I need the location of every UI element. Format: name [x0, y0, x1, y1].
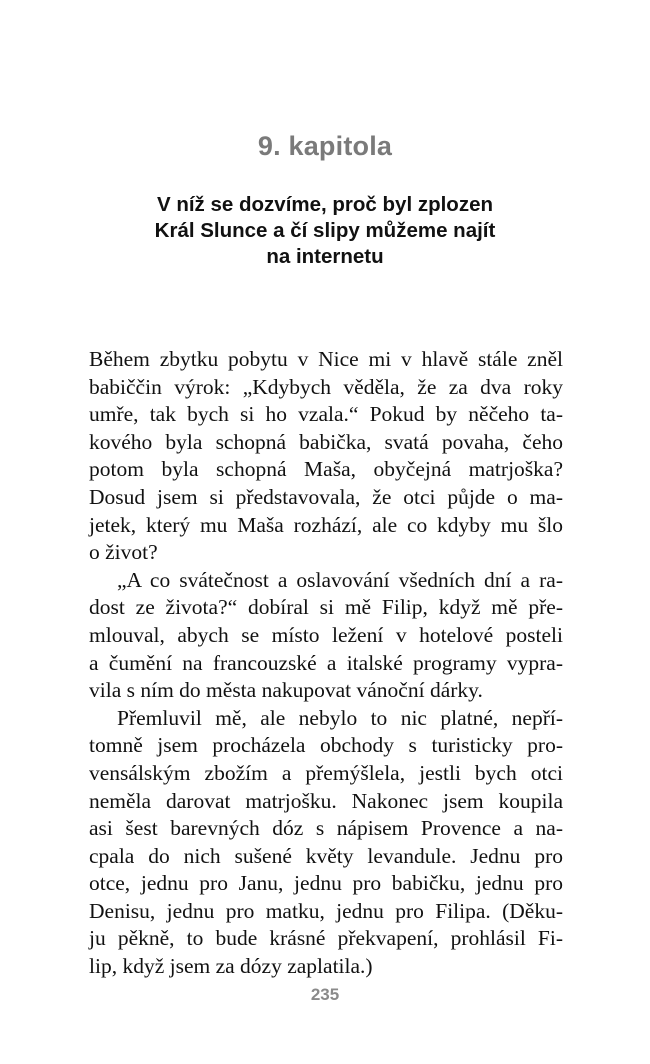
text-line: o život?	[89, 540, 158, 565]
text-line: neměla darovat matrjošku. Nakonec jsem koupila	[89, 788, 563, 813]
text-line: Přemluvil mě, ale nebylo to nic platné, nepří-	[117, 705, 563, 730]
text-line: cpala do nich sušené květy levandule. Jednu pro	[89, 843, 563, 868]
text-line: babiččin výrok: „Kdybych věděla, že za dva roky	[89, 374, 563, 399]
text-line: lip, když jsem za dózy zaplatila.)	[89, 954, 373, 979]
text-line: mlouval, abych se místo ležení v hotelové posteli	[89, 622, 563, 647]
chapter-subtitle-line: V níž se dozvíme, proč byl zplozen	[156, 193, 494, 216]
text-line: Dosud jsem si představovala, že otci půjde o ma-	[89, 484, 563, 509]
text-line: Během zbytku pobytu v Nice mi v hlavě stále zněl	[89, 347, 563, 371]
text-line: kového byla schopná babička, svatá povaha, čeho	[89, 429, 563, 454]
text-line: dost ze života?“ dobíral si mě Filip, když mě pře-	[89, 595, 563, 620]
text-line: a čumění na francouzské a italské programy vypra-	[89, 650, 563, 675]
text-line: umře, tak bych si ho vzala.“ Pokud by něčeho ta-	[89, 402, 563, 427]
text-line: Denisu, jednu pro matku, jednu pro Filipa. (Děku-	[89, 898, 563, 923]
text-line: tomně jsem procházela obchody s turisticky pro-	[89, 733, 563, 758]
chapter-subtitle-line: na internetu	[266, 245, 384, 268]
text-line: potom byla schopná Maša, obyčejná matrjoška?	[89, 457, 563, 482]
text-line: otce, jednu pro Janu, jednu pro babičku, jednu pro	[89, 871, 563, 896]
text-line: asi šest barevných dóz s nápisem Provence a na-	[89, 816, 563, 841]
text-line: vila s ním do města nakupovat vánoční dárky.	[89, 678, 483, 703]
body-text	[89, 346, 563, 981]
chapter-subtitle-line: Král Slunce a čí slipy můžeme najít	[154, 219, 496, 242]
text-line: jetek, který mu Maša rozhází, ale co kdyby mu šlo	[89, 512, 563, 537]
text-line: ju pěkně, to bude krásné překvapení, prohlásil Fi-	[89, 926, 563, 951]
text-line: „A co svátečnost a oslavování všedních dní a ra-	[117, 567, 563, 592]
page-number: 235	[310, 985, 340, 1004]
chapter-title: 9. kapitola	[257, 131, 393, 161]
chapter-subtitle	[118, 192, 532, 270]
text-line: vensálským zbožím a přemýšlela, jestli bych otci	[89, 760, 563, 785]
